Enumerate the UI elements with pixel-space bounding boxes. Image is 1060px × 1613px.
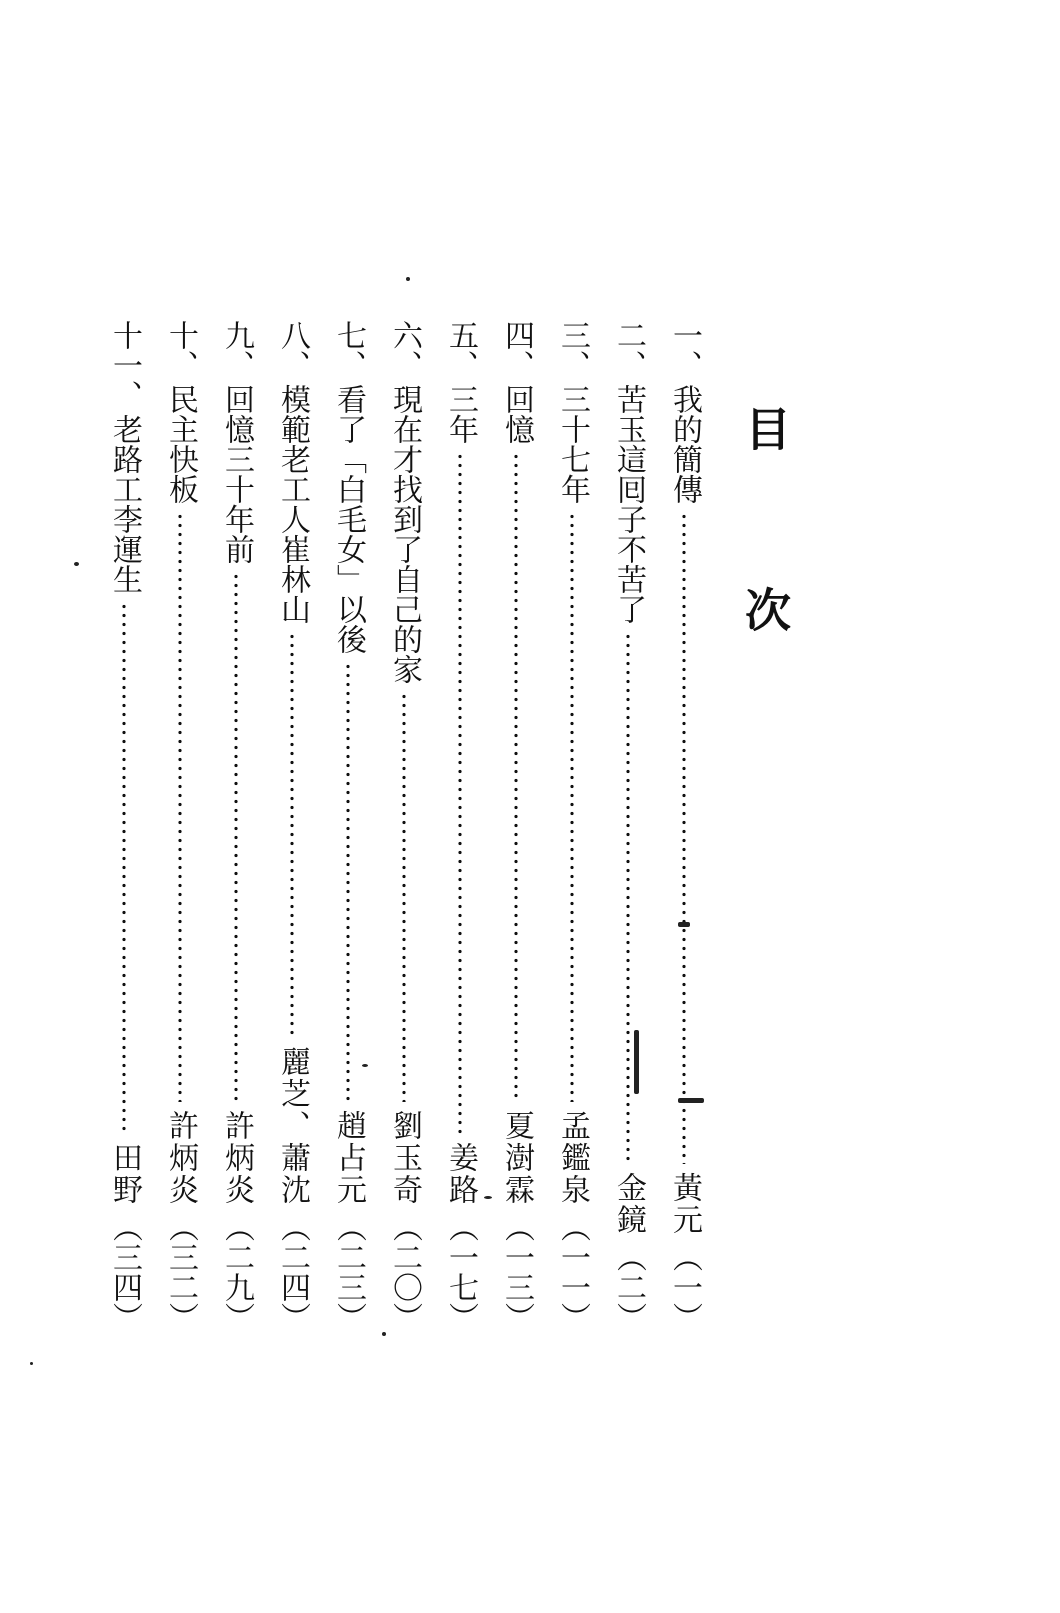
toc-entry-1	[664, 320, 704, 1332]
entry-number: 十、	[163, 320, 198, 380]
scan-mark	[634, 1030, 639, 1094]
dot-leader	[346, 662, 350, 1102]
dot-leader	[514, 452, 518, 1102]
entry-title: 現在才找到了自己的家	[387, 384, 422, 684]
scan-mark	[678, 1098, 704, 1103]
scan-mark	[406, 277, 410, 281]
dot-leader	[682, 512, 686, 1164]
scan-mark	[484, 1196, 492, 1199]
entry-number: 四、	[499, 320, 534, 380]
entry-page: （二三）	[331, 1212, 366, 1332]
dot-leader	[402, 692, 406, 1102]
toc-entry-2	[608, 320, 648, 1332]
toc-entry-3	[552, 320, 592, 1332]
entry-title: 我的簡傳	[667, 384, 702, 504]
toc-heading: 目次	[738, 405, 792, 767]
toc-entry-7	[328, 320, 368, 1332]
entry-author: 趙占元	[331, 1110, 366, 1206]
entry-page: （一）	[667, 1242, 702, 1332]
entry-page: （三二）	[163, 1212, 198, 1332]
entry-author: 黃元	[667, 1172, 702, 1236]
entry-title: 苦玉這囘子不苦了	[611, 384, 646, 624]
entry-page: （一七）	[443, 1212, 478, 1332]
entry-number: 三、	[555, 320, 590, 380]
dot-leader	[626, 632, 630, 1164]
entry-author: 麗芝、蕭沈	[275, 1046, 310, 1206]
entry-number: 十一、	[107, 320, 142, 410]
scan-mark	[74, 562, 79, 566]
dot-leader	[290, 632, 294, 1038]
scan-mark	[30, 1362, 33, 1365]
scan-mark	[678, 922, 690, 927]
toc-entry-10	[160, 320, 200, 1332]
entry-number: 五、	[443, 320, 478, 380]
entry-page: （三四）	[107, 1212, 142, 1332]
entry-page: （二四）	[275, 1212, 310, 1332]
entry-page: （一一）	[555, 1212, 590, 1332]
entry-number: 六、	[387, 320, 422, 380]
entry-number: 一、	[667, 320, 702, 380]
scan-mark	[362, 1064, 368, 1067]
entry-title: 老路工李運生	[107, 414, 142, 594]
entry-author: 夏澍霖	[499, 1110, 534, 1206]
entry-title: 民主快板	[163, 384, 198, 504]
entry-title: 三年	[443, 384, 478, 444]
dot-leader	[570, 512, 574, 1102]
entry-author: 孟鑑泉	[555, 1110, 590, 1206]
entry-page: （二九）	[219, 1212, 254, 1332]
entry-title: 回憶三十年前	[219, 384, 254, 564]
entry-author: 許炳炎	[163, 1110, 198, 1206]
dot-leader	[234, 572, 238, 1102]
toc-entry-5	[440, 320, 480, 1332]
entry-number: 二、	[611, 320, 646, 380]
entry-number: 八、	[275, 320, 310, 380]
entry-title: 模範老工人崔林山	[275, 384, 310, 624]
entry-author: 劉玉奇	[387, 1110, 422, 1206]
entry-author: 許炳炎	[219, 1110, 254, 1206]
entry-author: 姜路	[443, 1142, 478, 1206]
toc-entry-11	[104, 320, 144, 1332]
dot-leader	[122, 602, 126, 1134]
toc-entry-9	[216, 320, 256, 1332]
dot-leader	[458, 452, 462, 1134]
toc-entry-8	[272, 320, 312, 1332]
scan-mark	[382, 1332, 386, 1336]
entry-page: （一三）	[499, 1212, 534, 1332]
entry-page: （二〇）	[387, 1212, 422, 1332]
entry-title: 回憶	[499, 384, 534, 444]
toc-entry-6	[384, 320, 424, 1332]
entry-number: 七、	[331, 320, 366, 380]
entry-title: 三十七年	[555, 384, 590, 504]
entry-number: 九、	[219, 320, 254, 380]
dot-leader	[178, 512, 182, 1102]
toc-entry-4	[496, 320, 536, 1332]
entry-title: 看了「白毛女」以後	[331, 384, 366, 654]
entry-author: 田野	[107, 1142, 142, 1206]
entry-author: 金鏡	[611, 1172, 646, 1236]
entry-page: （二）	[611, 1242, 646, 1332]
